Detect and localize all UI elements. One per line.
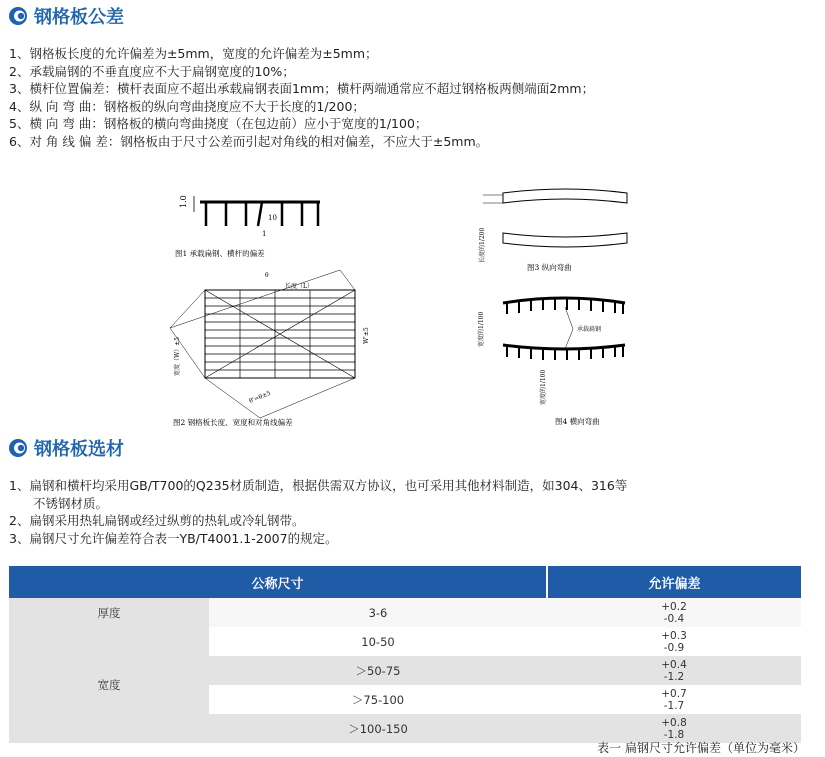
tolerance-table: [9, 566, 801, 743]
fig3-side-label: 长度的1/200: [479, 227, 486, 263]
list-item: 3、横杆位置偏差：横杆表面应不超出承载扁钢表面1mm；横杆两端通常应不超过钢格板两侧端面2mm；: [9, 81, 595, 96]
fig2-diag-top: θ: [265, 272, 269, 279]
list-item: 3、扁钢尺寸允许偏差符合表一YB/T4001.1-2007的规定。: [9, 530, 338, 546]
fig1-label-bottom: 1: [262, 230, 267, 238]
list-item: 1、钢格板长度的允许偏差为±5mm，宽度的允许偏差为±5mm；: [9, 46, 378, 61]
fig1-label-top: 1.0: [179, 195, 188, 208]
tolerance-plus: +0.3: [661, 629, 687, 642]
list-item-continuation: 不锈钢材质。: [33, 495, 109, 511]
fig4-label-mid: 承载扁钢: [577, 326, 602, 333]
list-item: 2、扁钢采用热轧扁钢或经过纵剪的热轧或冷轧钢带。: [9, 513, 305, 528]
size-cell: 10-50: [361, 634, 395, 649]
list-item: 6、对 角 线 偏 差：钢格板由于尺寸公差而引起对角线的相对偏差，不应大于±5mm。: [9, 133, 489, 149]
size-cell: ＞75-100: [351, 692, 405, 707]
fig4-label-top: 宽度的1/100: [478, 311, 485, 347]
header-nominal-size: 公称尺寸: [9, 566, 547, 598]
table-row: [9, 598, 801, 627]
figure-4-transverse-bend: [475, 287, 640, 429]
fig1-label-mid: 10: [268, 214, 277, 222]
section-heading-material: [8, 435, 124, 461]
fig2-width-left: 宽度（W）±5: [174, 336, 181, 376]
size-cell: 3-6: [209, 598, 547, 627]
fig2-diag-bottom: θ'=θ±5: [248, 389, 272, 405]
fig2-caption: 图2 钢格板长度、宽度和对角线偏差: [173, 418, 293, 427]
header-tolerance: 允许偏差: [547, 566, 801, 598]
row-label-width: 宽度: [9, 627, 209, 743]
tolerance-plus: +0.4: [661, 658, 687, 671]
tolerance-plus: +0.8: [661, 716, 687, 729]
fig4-caption: 图4 横向弯曲: [555, 417, 600, 426]
tolerance-cell: [547, 598, 801, 627]
table-header-row: [9, 566, 801, 598]
row-label-thickness: 厚度: [9, 598, 209, 627]
tolerance-minus: -0.9: [663, 641, 685, 654]
company-logo-icon: [8, 438, 28, 458]
tolerance-minus: -1.7: [663, 699, 685, 712]
figure-2-length-width-diagonal: [165, 268, 380, 430]
table-row: [9, 627, 801, 656]
tolerance-cell: [547, 685, 801, 714]
figure-1-bar-deviation: [170, 182, 340, 262]
list-item: 5、横 向 弯 曲：钢格板的横向弯曲挠度（在包边前）应小于宽度的1/100；: [9, 116, 428, 131]
figure-3-longitudinal-bend: [475, 185, 635, 275]
tolerance-cell: [547, 656, 801, 685]
section-title: 钢格板选材: [34, 439, 124, 460]
list-item: 2、承载扁钢的不垂直度应不大于扁钢宽度的10%；: [9, 63, 295, 79]
tolerance-plus: +0.7: [661, 687, 687, 700]
fig2-length-label: 长度（L）: [285, 283, 313, 290]
tolerance-list: [9, 45, 594, 150]
tolerance-minus: -0.4: [663, 612, 685, 625]
company-logo-icon: [8, 6, 28, 26]
tolerance-plus: +0.2: [661, 600, 687, 613]
tolerance-minus: -1.8: [663, 728, 685, 741]
size-cell: ＞100-150: [209, 714, 547, 743]
fig1-caption: 图1 承载扁钢、横杆的偏差: [175, 249, 265, 258]
list-item: 4、纵 向 弯 曲：钢格板的纵向弯曲挠度应不大于长度的1/200；: [9, 98, 365, 114]
size-cell: ＞50-75: [209, 656, 547, 685]
tolerance-minus: -1.2: [663, 670, 685, 683]
fig4-label-bottom: 宽度的1/100: [540, 369, 547, 405]
fig3-caption: 图3 纵向弯曲: [527, 263, 572, 272]
material-list: [9, 477, 627, 547]
table-caption: 表一 扁钢尺寸允许偏差（单位为毫米）: [597, 741, 805, 755]
list-item: 1、扁钢和横杆均采用GB/T700的Q235材质制造，根据供需双方协议，也可采用其他材料制造，如304、316等: [9, 478, 628, 493]
fig2-width-right: W'±5: [363, 327, 370, 344]
section-heading-tolerance: [8, 3, 124, 29]
tolerance-cell: [547, 627, 801, 656]
section-title: 钢格板公差: [34, 7, 124, 28]
